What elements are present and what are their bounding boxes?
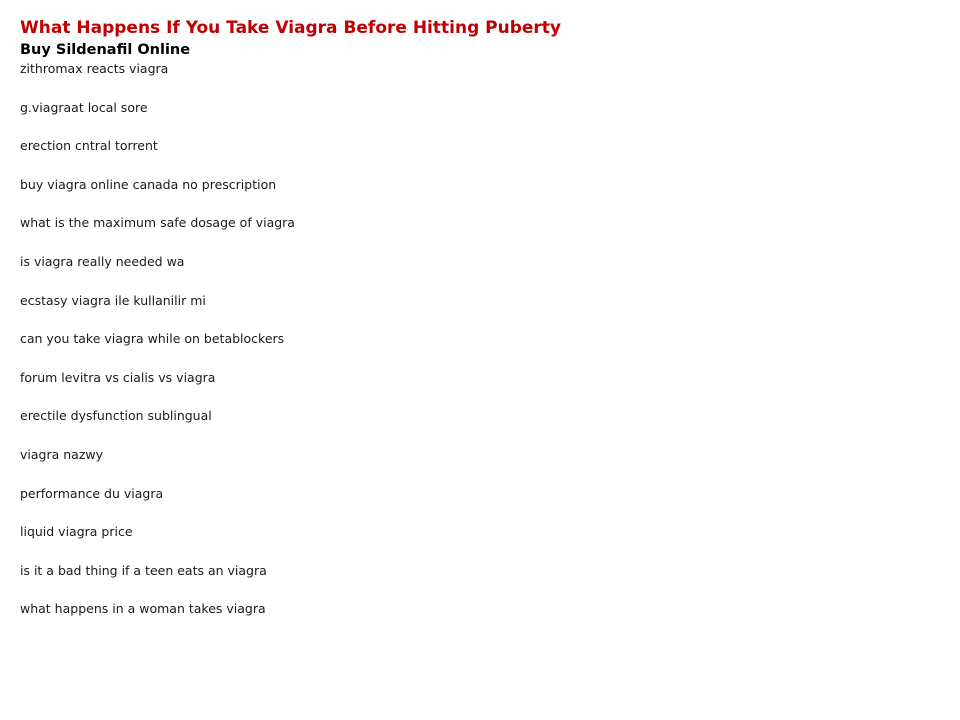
list-item: what is the maximum safe dosage of viagra: [20, 215, 295, 231]
list-item: buy viagra online canada no prescription: [20, 176, 277, 192]
list-item: what happens in a woman takes viagra: [20, 601, 266, 617]
list-item: liquid viagra price: [20, 524, 133, 540]
list-item: viagra nazwy: [20, 446, 104, 462]
list-item: forum levitra vs cialis vs viagra: [20, 369, 216, 385]
list-item: erection cntral torrent: [20, 138, 158, 154]
list-item: zithromax reacts viagra: [20, 61, 169, 76]
list-item: performance du viagra: [20, 485, 164, 501]
list-item: g.viagraat local sore: [20, 99, 148, 115]
page-subtitle: Buy Sildenafil Online: [20, 42, 191, 58]
list-item: ecstasy viagra ile kullanilir mi: [20, 292, 206, 308]
list-item: erectile dysfunction sublingual: [20, 408, 212, 424]
slide: [20, 16, 940, 639]
list-item: is viagra really needed wa: [20, 253, 185, 269]
list-item: is it a bad thing if a teen eats an viagra: [20, 562, 267, 578]
page-title: What Happens If You Take Viagra Before Hitting Puberty: [20, 18, 562, 38]
text-list: [20, 60, 940, 618]
list-item: can you take viagra while on betablockers: [20, 331, 285, 347]
